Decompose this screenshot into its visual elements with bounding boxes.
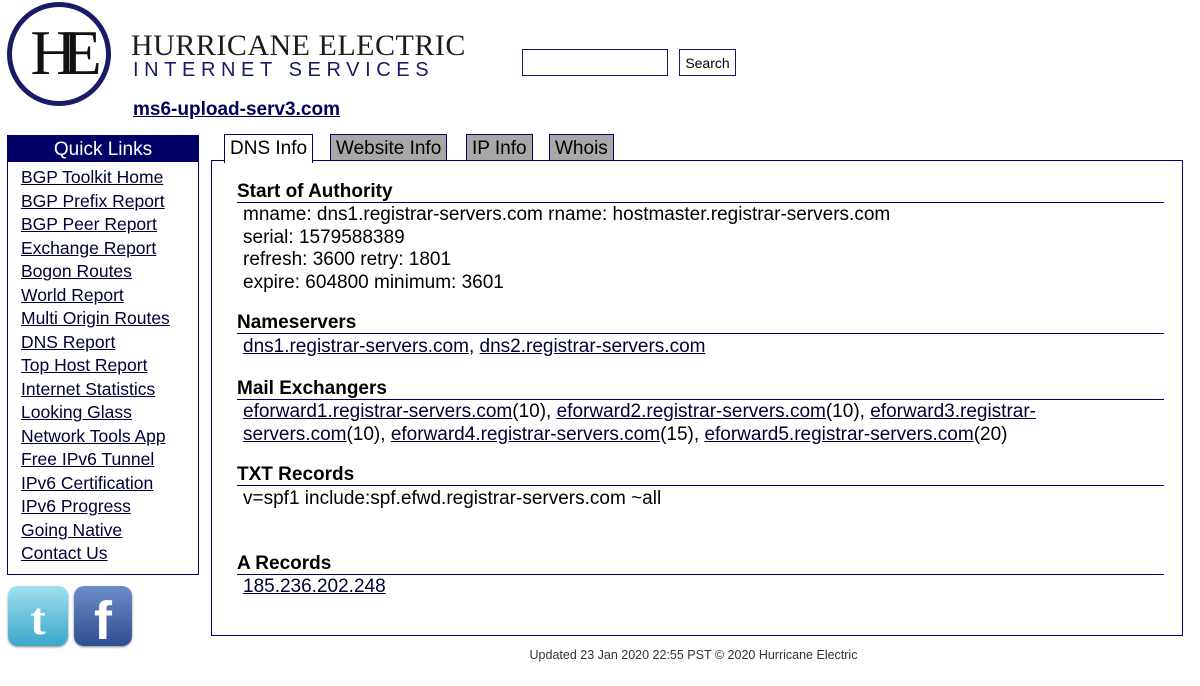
mx-preference: (20) (973, 423, 1008, 445)
brand-tagline: INTERNET SERVICES (133, 59, 435, 81)
soa-serial: serial: 1579588389 (243, 226, 405, 248)
domain-title-link[interactable]: ms6-upload-serv3.com (133, 99, 340, 120)
search-button[interactable]: Search (679, 49, 736, 76)
quick-link-top-host-report[interactable]: Top Host Report (21, 355, 148, 375)
soa-body (243, 204, 1143, 294)
nameservers-body (243, 336, 1143, 359)
quick-links-list (8, 162, 198, 566)
tab-whois[interactable]: Whois (549, 134, 614, 161)
tab-ip-info[interactable]: IP Info (466, 134, 533, 161)
quick-link-bgp-peer-report[interactable]: BGP Peer Report (21, 214, 157, 234)
mx-preference: (10), (346, 423, 391, 445)
mx-host-link[interactable]: eforward1.registrar-servers.com (243, 401, 513, 422)
a-record-ip-link[interactable]: 185.236.202.248 (243, 576, 386, 597)
nameserver-separator: , (468, 336, 480, 357)
mx-preference: (10), (825, 401, 871, 422)
mx-body (243, 401, 1143, 446)
nameserver-link[interactable]: dns2.registrar-servers.com (479, 336, 706, 357)
nameserver-link[interactable]: dns1.registrar-servers.com (243, 336, 469, 357)
quick-link-ipv6-progress[interactable]: IPv6 Progress (21, 496, 131, 516)
he-logo[interactable] (7, 2, 111, 106)
footer-text: Updated 23 Jan 2020 22:55 PST © 2020 Hurricane Electric (529, 648, 858, 662)
mx-host-link[interactable]: eforward3.registrar- (870, 401, 1036, 422)
quick-link-bgp-prefix-report[interactable]: BGP Prefix Report (21, 190, 165, 211)
facebook-icon[interactable] (74, 586, 132, 651)
txt-heading: TXT Records (237, 464, 1164, 486)
quick-link-going-native[interactable]: Going Native (21, 519, 123, 540)
quick-links-title: Quick Links (8, 136, 198, 162)
mx-host-link[interactable]: eforward5.registrar-servers.com (704, 423, 974, 445)
quick-link-bgp-toolkit-home[interactable]: BGP Toolkit Home (21, 167, 164, 187)
txt-record-value: v=spf1 include:spf.efwd.registrar-servers.com ~all (243, 488, 662, 509)
quick-link-multi-origin-routes[interactable]: Multi Origin Routes (21, 308, 170, 328)
soa-heading: Start of Authority (237, 181, 1164, 203)
quick-link-world-report[interactable]: World Report (21, 284, 124, 305)
quick-link-free-ipv6-tunnel[interactable]: Free IPv6 Tunnel (21, 449, 155, 469)
facebook-glyph: f (94, 591, 112, 651)
logo-monogram: HE (30, 17, 88, 88)
search-input[interactable] (522, 49, 668, 76)
quick-link-ipv6-certification[interactable]: IPv6 Certification (21, 472, 154, 493)
soa-expire-minimum: expire: 604800 minimum: 3601 (243, 271, 504, 293)
soa-refresh-retry: refresh: 3600 retry: 1801 (243, 249, 452, 270)
a-records-body (243, 576, 1143, 599)
quick-link-exchange-report[interactable]: Exchange Report (21, 237, 157, 258)
mx-preference: (10), (512, 401, 557, 422)
mx-preference: (15), (660, 423, 705, 445)
a-records-heading: A Records (237, 553, 1164, 575)
twitter-glyph: t (30, 593, 46, 644)
brand-name: HURRICANE ELECTRIC (131, 29, 466, 62)
txt-body (243, 488, 1143, 511)
mx-host-link[interactable]: eforward4.registrar-servers.com (390, 423, 661, 445)
tab-website-info[interactable]: Website Info (330, 134, 447, 161)
quick-links-panel (7, 135, 199, 575)
mx-host-link[interactable]: servers.com (243, 423, 347, 445)
quick-link-dns-report[interactable]: DNS Report (21, 331, 116, 352)
quick-link-network-tools-app[interactable]: Network Tools App (21, 425, 166, 446)
quick-link-contact-us[interactable]: Contact Us (21, 543, 108, 563)
tab-dns-info[interactable]: DNS Info (224, 134, 313, 163)
quick-link-looking-glass[interactable]: Looking Glass (21, 402, 132, 422)
twitter-icon[interactable] (8, 586, 68, 646)
nameservers-heading: Nameservers (237, 312, 1164, 334)
mx-heading: Mail Exchangers (237, 378, 1164, 400)
quick-link-internet-statistics[interactable]: Internet Statistics (21, 378, 156, 399)
quick-link-bogon-routes[interactable]: Bogon Routes (21, 261, 132, 281)
mx-host-link[interactable]: eforward2.registrar-servers.com (556, 401, 826, 422)
dns-info-panel (211, 160, 1183, 636)
soa-mname-rname: mname: dns1.registrar-servers.com rname: hostmaster.registrar-servers.com (243, 204, 891, 225)
